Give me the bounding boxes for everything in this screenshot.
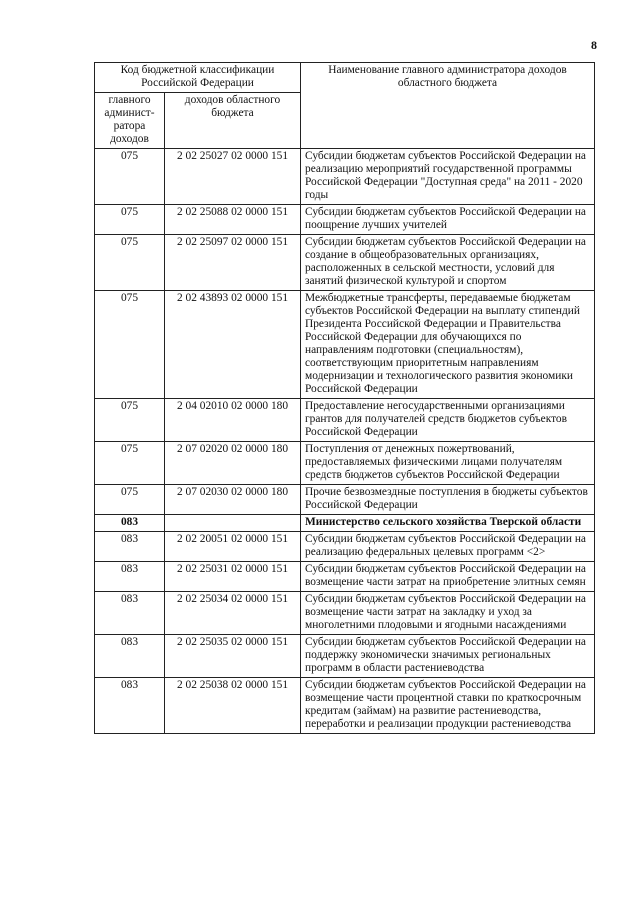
budget-code-cell: 2 02 25035 02 0000 151: [165, 635, 301, 678]
income-name-cell: Субсидии бюджетам субъектов Российской Федерации на реализацию мероприятий государственной программы Российской Федерации "Доступная среда" на 2011 - 2020 годы: [301, 149, 595, 205]
table-row: [95, 532, 595, 562]
administrator-code-cell: 075: [95, 485, 165, 515]
budget-code-cell: 2 02 20051 02 0000 151: [165, 532, 301, 562]
income-name-cell: Субсидии бюджетам субъектов Российской Федерации на реализацию федеральных целевых программ <2>: [301, 532, 595, 562]
administrator-code-cell: 075: [95, 205, 165, 235]
income-name-cell: Субсидии бюджетам субъектов Российской Федерации на поддержку экономически значимых региональных программ в области растениеводства: [301, 635, 595, 678]
budget-code-cell: 2 07 02030 02 0000 180: [165, 485, 301, 515]
table-row: [95, 442, 595, 485]
table-row: [95, 592, 595, 635]
header-classification-code: Код бюджетной классификации Российской Федерации: [95, 63, 301, 93]
header-regional-income: доходов областного бюджета: [165, 93, 301, 149]
administrator-code-cell: 083: [95, 635, 165, 678]
table-row: [95, 205, 595, 235]
budget-code-cell: 2 02 25031 02 0000 151: [165, 562, 301, 592]
income-name-cell: Субсидии бюджетам субъектов Российской Федерации на поощрение лучших учителей: [301, 205, 595, 235]
administrator-code-cell: 075: [95, 291, 165, 399]
budget-classification-table: [94, 62, 595, 734]
administrator-code-cell: 075: [95, 149, 165, 205]
budget-code-cell: 2 02 43893 02 0000 151: [165, 291, 301, 399]
table-row: [95, 291, 595, 399]
table-row: [95, 678, 595, 734]
budget-code-cell: 2 02 25088 02 0000 151: [165, 205, 301, 235]
budget-code-cell: 2 02 25097 02 0000 151: [165, 235, 301, 291]
table-row: [95, 485, 595, 515]
administrator-code-cell: 075: [95, 399, 165, 442]
administrator-code-cell: 083: [95, 532, 165, 562]
budget-code-cell: 2 02 25027 02 0000 151: [165, 149, 301, 205]
administrator-code-cell: 083: [95, 515, 165, 532]
administrator-code-cell: 083: [95, 592, 165, 635]
table-row: [95, 149, 595, 205]
income-name-cell: Министерство сельского хозяйства Тверской области: [301, 515, 595, 532]
income-name-cell: Прочие безвозмездные поступления в бюджеты субъектов Российской Федерации: [301, 485, 595, 515]
page-number: 8: [591, 38, 597, 52]
table-row: [95, 399, 595, 442]
table-row: [95, 635, 595, 678]
table-row: [95, 235, 595, 291]
income-name-cell: Поступления от денежных пожертвований, предоставляемых физическими лицами получателям средств бюджетов субъектов Российской Федерации: [301, 442, 595, 485]
header-main-administrator: главного админист-ратора доходов: [95, 93, 165, 149]
income-name-cell: Субсидии бюджетам субъектов Российской Федерации на возмещение части затрат на закладку и уход за многолетними плодовыми и ягодными насаждениями: [301, 592, 595, 635]
income-name-cell: Межбюджетные трансферты, передаваемые бюджетам субъектов Российской Федерации на выплату стипендий Президента Российской Федерации и Правительства Российской Федерации для обучающихся по направлениям подготовки (специальностям), соответствующим приоритетным направлениям модернизации и технологического развития экономики Российской Федерации: [301, 291, 595, 399]
budget-code-cell: 2 02 25034 02 0000 151: [165, 592, 301, 635]
budget-code-cell: 2 02 25038 02 0000 151: [165, 678, 301, 734]
budget-code-cell: 2 04 02010 02 0000 180: [165, 399, 301, 442]
budget-code-cell: 2 07 02020 02 0000 180: [165, 442, 301, 485]
income-name-cell: Субсидии бюджетам субъектов Российской Федерации на возмещение части затрат на приобретение элитных семян: [301, 562, 595, 592]
table-row: [95, 562, 595, 592]
budget-code-cell: [165, 515, 301, 532]
administrator-code-cell: 075: [95, 442, 165, 485]
income-name-cell: Предоставление негосударственными организациями грантов для получателей средств бюджетов субъектов Российской Федерации: [301, 399, 595, 442]
administrator-code-cell: 083: [95, 562, 165, 592]
income-name-cell: Субсидии бюджетам субъектов Российской Федерации на создание в общеобразовательных организациях, расположенных в сельской местности, условий для занятий физической культурой и спортом: [301, 235, 595, 291]
header-administrator-name: Наименование главного администратора доходов областного бюджета: [301, 63, 595, 149]
table-row-ministry: [95, 515, 595, 532]
administrator-code-cell: 075: [95, 235, 165, 291]
administrator-code-cell: 083: [95, 678, 165, 734]
income-name-cell: Субсидии бюджетам субъектов Российской Федерации на возмещение части процентной ставки по краткосрочным кредитам (займам) на развитие растениеводства, переработки и реализации продукции растениеводства: [301, 678, 595, 734]
